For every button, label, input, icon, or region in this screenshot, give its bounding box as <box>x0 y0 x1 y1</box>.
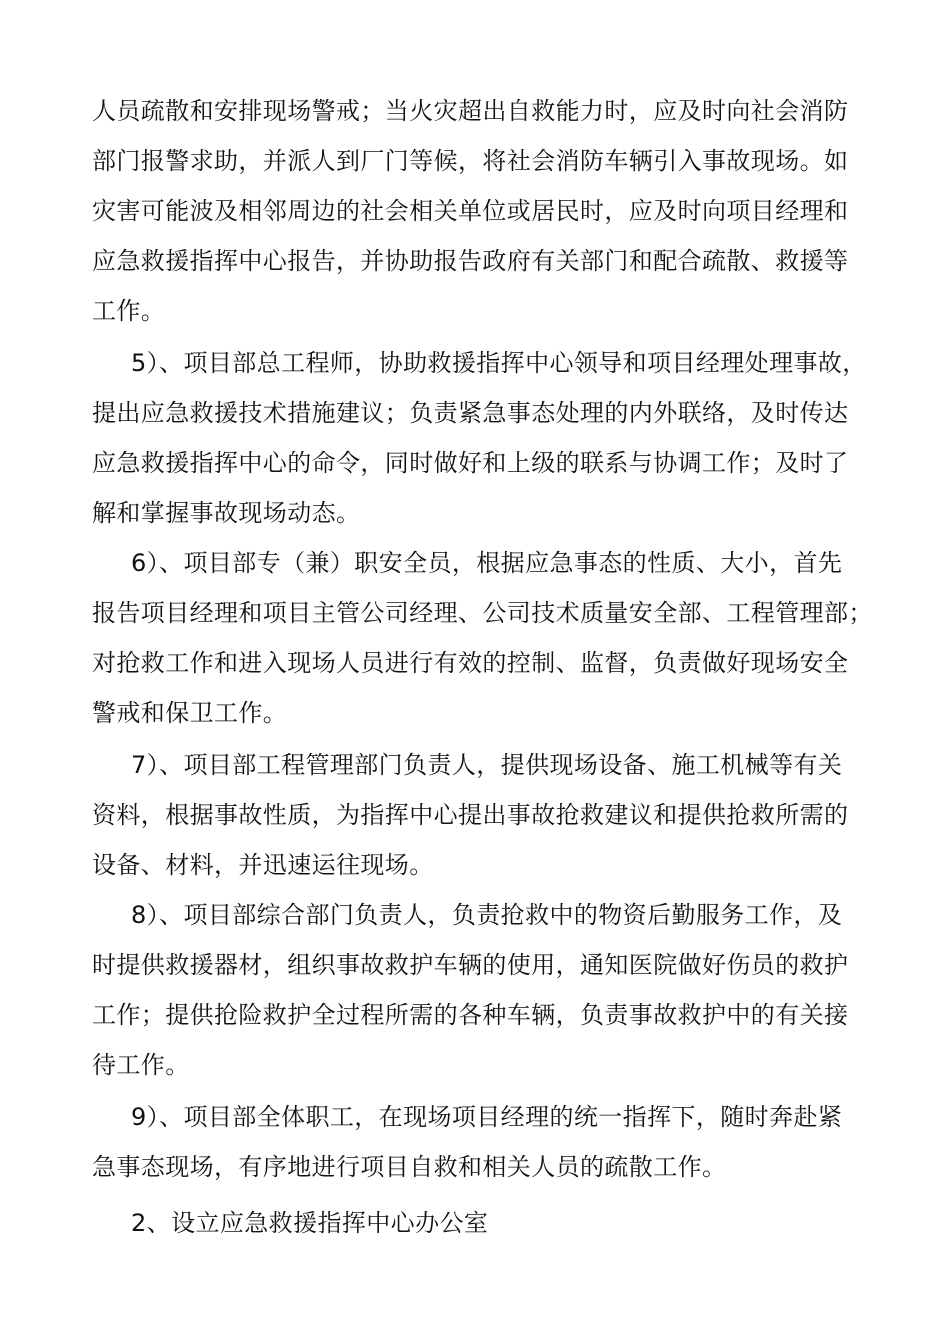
text-line: 工作。 <box>92 297 166 325</box>
text-line: 提出应急救援技术措施建议；负责紧急事态处理的内外联络，及时传达 <box>92 399 849 427</box>
text-line: 时提供救援器材，组织事故救护车辆的使用，通知医院做好伤员的救护 <box>92 951 849 979</box>
text-line: 人员疏散和安排现场警戒；当火灾超出自救能力时，应及时向社会消防 <box>92 97 849 125</box>
text-line: 应急救援指挥中心报告，并协助报告政府有关部门和配合疏散、救援等 <box>92 247 849 275</box>
paragraph-5-start: 5）、项目部总工程师，协助救援指挥中心领导和项目经理处理事故， <box>131 349 867 377</box>
text-line: 设备、材料，并迅速运往现场。 <box>92 851 434 879</box>
paragraph-8-start: 8）、项目部综合部门负责人，负责抢救中的物资后勤服务工作，及 <box>131 901 843 929</box>
text-line: 部门报警求助，并派人到厂门等候，将社会消防车辆引入事故现场。如 <box>92 147 849 175</box>
text-line: 应急救援指挥中心的命令，同时做好和上级的联系与协调工作；及时了 <box>92 449 849 477</box>
text-line: 工作；提供抢险救护全过程所需的各种车辆，负责事故救护中的有关接 <box>92 1001 849 1029</box>
text-line: 警戒和保卫工作。 <box>92 699 288 727</box>
paragraph-7-start: 7）、项目部工程管理部门负责人，提供现场设备、施工机械等有关 <box>131 751 843 779</box>
text-line: 解和掌握事故现场动态。 <box>92 499 361 527</box>
section-heading: 2、设立应急救援指挥中心办公室 <box>131 1209 489 1237</box>
text-line: 灾害可能波及相邻周边的社会相关单位或居民时，应及时向项目经理和 <box>92 197 849 225</box>
paragraph-9-start: 9）、项目部全体职工，在现场项目经理的统一指挥下，随时奔赴紧 <box>131 1103 843 1131</box>
text-line: 报告项目经理和项目主管公司经理、公司技术质量安全部、工程管理部； <box>92 599 873 627</box>
text-line: 对抢救工作和进入现场人员进行有效的控制、监督，负责做好现场安全 <box>92 649 849 677</box>
text-line: 待工作。 <box>92 1051 190 1079</box>
text-line: 资料，根据事故性质，为指挥中心提出事故抢救建议和提供抢救所需的 <box>92 801 849 829</box>
paragraph-6-start: 6）、项目部专（兼）职安全员，根据应急事态的性质、大小，首先 <box>131 549 843 577</box>
text-line: 急事态现场，有序地进行项目自救和相关人员的疏散工作。 <box>92 1153 727 1181</box>
